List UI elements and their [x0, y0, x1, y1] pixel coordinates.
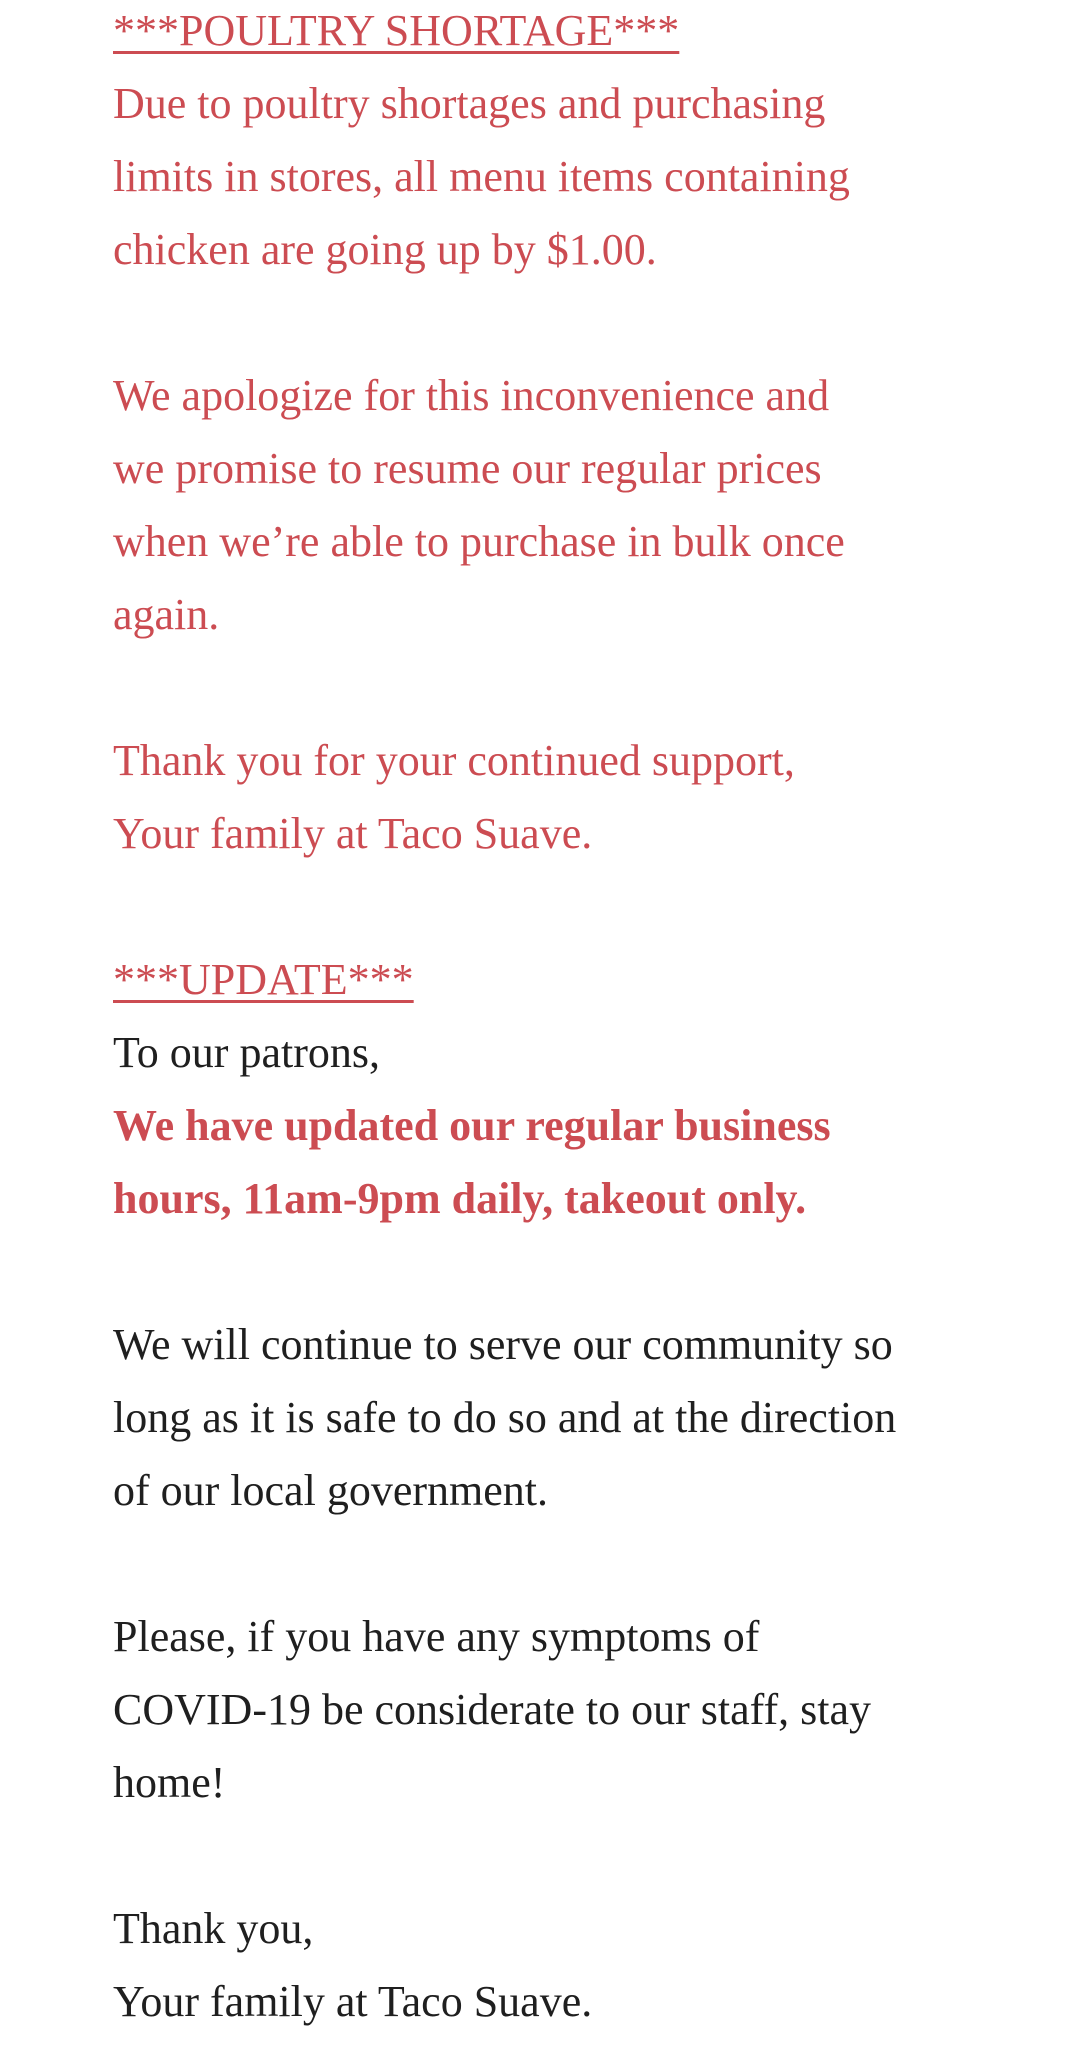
- text-line: again.: [113, 590, 220, 639]
- poultry-closing: [113, 724, 1033, 870]
- notice-page: [113, 0, 1033, 2038]
- text-line: long as it is safe to do so and at the direction: [113, 1393, 897, 1442]
- spacer: [113, 1527, 1033, 1600]
- text-line: To our patrons,: [113, 1028, 380, 1077]
- text-line: Please, if you have any symptoms of: [113, 1612, 760, 1661]
- text-line: We will continue to serve our community so: [113, 1320, 893, 1369]
- text-line: We have updated our regular business: [113, 1101, 831, 1150]
- text-line: Due to poultry shortages and purchasing: [113, 79, 826, 128]
- update-paragraph-1: [113, 1308, 1033, 1527]
- text-line: limits in stores, all menu items containing: [113, 152, 850, 201]
- spacer: [113, 286, 1033, 359]
- poultry-paragraph-2: [113, 359, 1033, 651]
- spacer: [113, 1235, 1033, 1308]
- update-greeting: [113, 1016, 1033, 1089]
- update-heading: ***UPDATE***: [113, 955, 414, 1004]
- hours-notice: [113, 1089, 1033, 1235]
- poultry-section: [113, 0, 1033, 870]
- text-line: when we’re able to purchase in bulk once: [113, 517, 845, 566]
- update-closing: [113, 1892, 1033, 2038]
- text-line: Your family at Taco Suave.: [113, 809, 593, 858]
- poultry-heading: ***POULTRY SHORTAGE***: [113, 6, 680, 55]
- poultry-paragraph-1: [113, 67, 1033, 286]
- text-line: home!: [113, 1758, 226, 1807]
- text-line: hours, 11am-9pm daily, takeout only.: [113, 1174, 807, 1223]
- spacer: [113, 651, 1033, 724]
- text-line: We apologize for this inconvenience and: [113, 371, 830, 420]
- text-line: Your family at Taco Suave.: [113, 1977, 593, 2026]
- text-line: of our local government.: [113, 1466, 548, 1515]
- text-line: Thank you,: [113, 1904, 314, 1953]
- text-line: Thank you for your continued support,: [113, 736, 795, 785]
- text-line: chicken are going up by $1.00.: [113, 225, 657, 274]
- spacer: [113, 870, 1033, 943]
- update-paragraph-2: [113, 1600, 1033, 1819]
- text-line: COVID-19 be considerate to our staff, stay: [113, 1685, 871, 1734]
- spacer: [113, 1819, 1033, 1892]
- text-line: we promise to resume our regular prices: [113, 444, 822, 493]
- update-section: [113, 943, 1033, 2038]
